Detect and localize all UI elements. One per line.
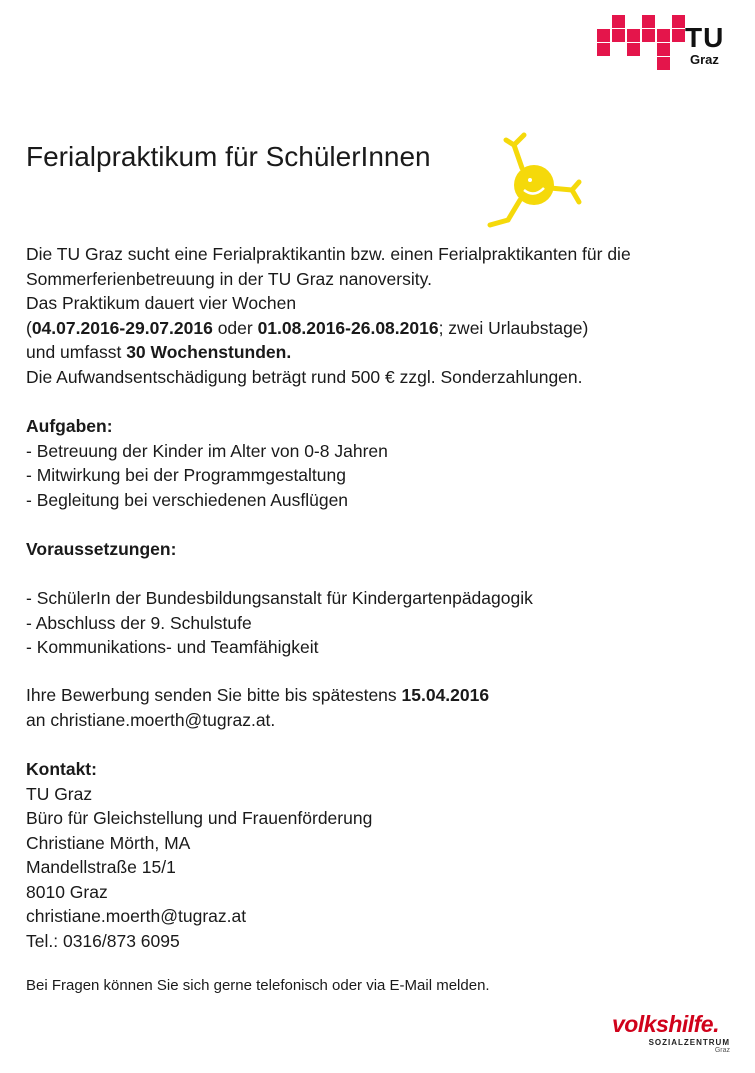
contact-org: TU Graz xyxy=(26,783,93,804)
tasks-section xyxy=(26,414,388,512)
contact-section xyxy=(26,757,372,953)
intro-line-hours: und umfasst 30 Wochenstunden. xyxy=(26,342,292,362)
footer-note: Bei Fragen können Sie sich gerne telefonisch oder via E-Mail melden. xyxy=(26,977,490,994)
volkshilfe-logo xyxy=(612,1012,730,1054)
contact-department: Büro für Gleichstellung und Frauenförderung xyxy=(26,808,373,828)
intro-block xyxy=(26,242,631,389)
volkshilfe-subtitle: SOZIALZENTRUM xyxy=(648,1038,730,1047)
intro-line-period: (04.07.2016-29.07.2016 oder 01.08.2016-26.08.2016; zwei Urlaubstage) xyxy=(26,317,589,338)
contact-heading: Kontakt: xyxy=(26,759,97,779)
sun-mascot-icon xyxy=(484,130,584,230)
contact-street: Mandellstraße 15/1 xyxy=(26,857,176,877)
intro-line: Sommerferienbetreuung in der TU Graz nanoversity. xyxy=(26,268,432,289)
page-title: Ferialpraktikum für SchülerInnen xyxy=(26,141,431,172)
requirement-item: - Abschluss der 9. Schulstufe xyxy=(26,612,252,633)
period-2: 01.08.2016-26.08.2016 xyxy=(257,317,439,338)
volkshilfe-city: Graz xyxy=(714,1047,730,1054)
task-item: - Begleitung bei verschiedenen Ausflügen xyxy=(26,489,349,510)
task-item: - Mitwirkung bei der Programmgestaltung xyxy=(26,465,346,485)
contact-city: 8010 Graz xyxy=(26,881,108,902)
application-email-line[interactable]: an christiane.moerth@tugraz.at. xyxy=(26,709,276,730)
contact-email[interactable]: christiane.moerth@tugraz.at xyxy=(26,906,247,926)
weekly-hours: 30 Wochenstunden. xyxy=(126,342,292,362)
contact-phone: Tel.: 0316/873 6095 xyxy=(26,930,180,951)
logo-graz-text: Graz xyxy=(690,52,719,67)
intro-line: Das Praktikum dauert vier Wochen xyxy=(26,293,297,313)
contact-person: Christiane Mörth, MA xyxy=(26,832,191,853)
application-section xyxy=(26,683,489,732)
requirement-item: - SchülerIn der Bundesbildungsanstalt für Kindergartenpädagogik xyxy=(26,588,533,608)
intro-line: Die Aufwandsentschädigung beträgt rund 500 € zzgl. Sonderzahlungen. xyxy=(26,366,583,387)
requirements-section xyxy=(26,537,533,660)
logo-tu-text: TU xyxy=(685,22,725,53)
requirement-item: - Kommunikations- und Teamfähigkeit xyxy=(26,637,319,657)
period-1: 04.07.2016-29.07.2016 xyxy=(31,317,213,338)
task-item: - Betreuung der Kinder im Alter von 0-8 Jahren xyxy=(26,440,388,461)
application-deadline: 15.04.2016 xyxy=(401,685,490,705)
intro-line: Die TU Graz sucht eine Ferialpraktikantin bzw. einen Ferialpraktikanten für die xyxy=(26,244,631,264)
application-line: Ihre Bewerbung senden Sie bitte bis spätestens 15.04.2016 xyxy=(26,685,490,705)
requirements-heading: Voraussetzungen: xyxy=(26,539,177,559)
volkshilfe-name: volkshilfe. xyxy=(612,1011,719,1037)
tasks-heading: Aufgaben: xyxy=(26,416,113,436)
